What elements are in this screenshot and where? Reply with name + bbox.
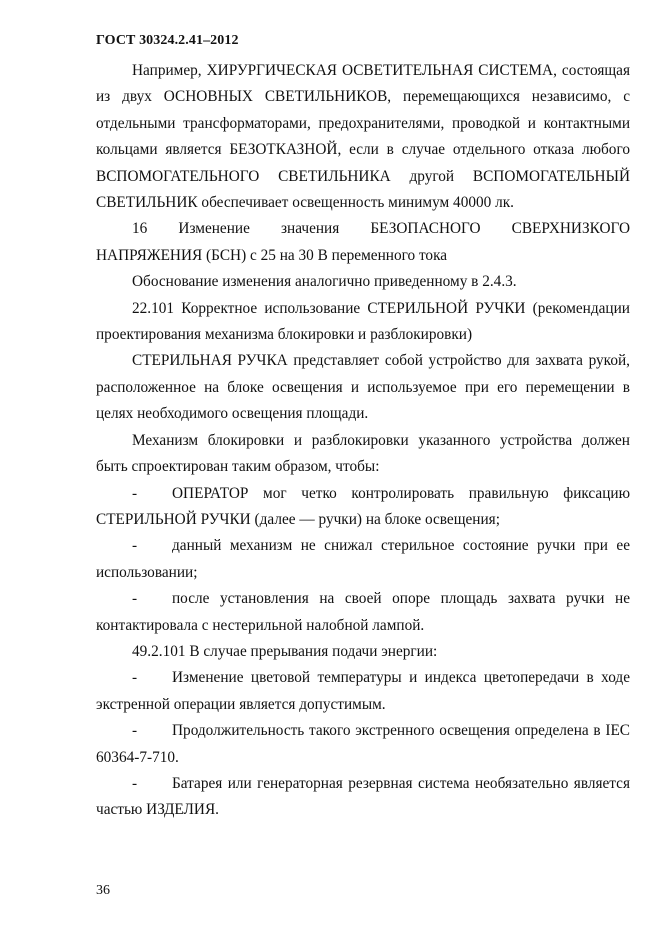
list-item <box>96 718 630 771</box>
list-marker: - <box>132 484 138 502</box>
paragraph-sterile-handle <box>96 348 630 427</box>
list-item <box>96 586 630 639</box>
list-marker: - <box>132 590 138 608</box>
page-number: 36 <box>96 883 110 898</box>
list-marker: - <box>132 722 138 740</box>
paragraph-mechanism <box>96 428 630 481</box>
paragraph-text: Механизм блокировки и разблокировки указанного устройства должен быть спроектирован таким образом, чтобы: <box>96 431 630 476</box>
paragraph-text: 49.2.101 В случае прерывания подачи энергии: <box>132 642 438 660</box>
paragraph-49-2-101 <box>96 639 630 665</box>
list-item-text: ОПЕРАТОР мог четко контролировать правильную фиксацию СТЕРИЛЬНОЙ РУЧКИ (далее — ручки) на блоке освещения; <box>96 484 630 528</box>
list-item-text: после установления на своей опоре площадь захвата ручки не контактировала с нестерильной налобной лампой. <box>96 590 630 634</box>
paragraph-text: 16 Изменение значения БЕЗОПАСНОГО СВЕРХНИЗКОГО НАПРЯЖЕНИЯ (БСН) с 25 на 30 В переменного тока <box>96 220 630 264</box>
list-marker: - <box>132 669 138 687</box>
list-item <box>96 481 630 534</box>
list-item-text: Изменение цветовой температуры и индекса цветопередачи в ходе экстренной операции является допустимым. <box>96 669 630 713</box>
list-marker: - <box>132 537 138 555</box>
list-item <box>96 771 630 824</box>
list-item <box>96 665 630 718</box>
paragraph-example <box>96 58 630 216</box>
paragraph-22-101 <box>96 296 630 349</box>
list-marker: - <box>132 774 138 792</box>
body-text <box>96 58 630 824</box>
list-item-text: данный механизм не снижал стерильное состояние ручки при ее использовании; <box>96 537 630 581</box>
paragraph-text: Например, ХИРУРГИЧЕСКАЯ ОСВЕТИТЕЛЬНАЯ СИСТЕМА, состоящая из двух ОСНОВНЫХ СВЕТИЛЬНИКОВ, перемещающихся независимо, с отдельными трансформаторами, предохранителями, проводкой и контактными кольцами является БЕЗОТКАЗНОЙ, если в случае отдельного отказа любого ВСПОМОГАТЕЛЬНОГО СВЕТИЛЬНИКА другой ВСПОМОГАТЕЛЬНЫЙ СВЕТИЛЬНИК обеспечивает освещенность минимум 40000 лк. <box>96 62 630 212</box>
paragraph-change-16 <box>96 216 630 269</box>
list-item-text: Продолжительность такого экстренного освещения определена в IEC 60364-7-710. <box>96 722 630 766</box>
paragraph-text: Обоснование изменения аналогично приведенному в 2.4.3. <box>132 273 517 291</box>
list-item <box>96 533 630 586</box>
paragraph-text: 22.101 Корректное использование СТЕРИЛЬНОЙ РУЧКИ (рекомендации проектирования механизма блокировки и разблокировки) <box>96 299 630 344</box>
list-item-text: Батарея или генераторная резервная система необязательно является частью ИЗДЕЛИЯ. <box>96 774 630 819</box>
paragraph-text: СТЕРИЛЬНАЯ РУЧКА представляет собой устройство для захвата рукой, расположенное на блоке освещения и используемое при его перемещении в целях необходимого освещения площади. <box>96 352 630 423</box>
paragraph-justification <box>96 269 630 295</box>
standard-header: ГОСТ 30324.2.41–2012 <box>96 33 239 48</box>
